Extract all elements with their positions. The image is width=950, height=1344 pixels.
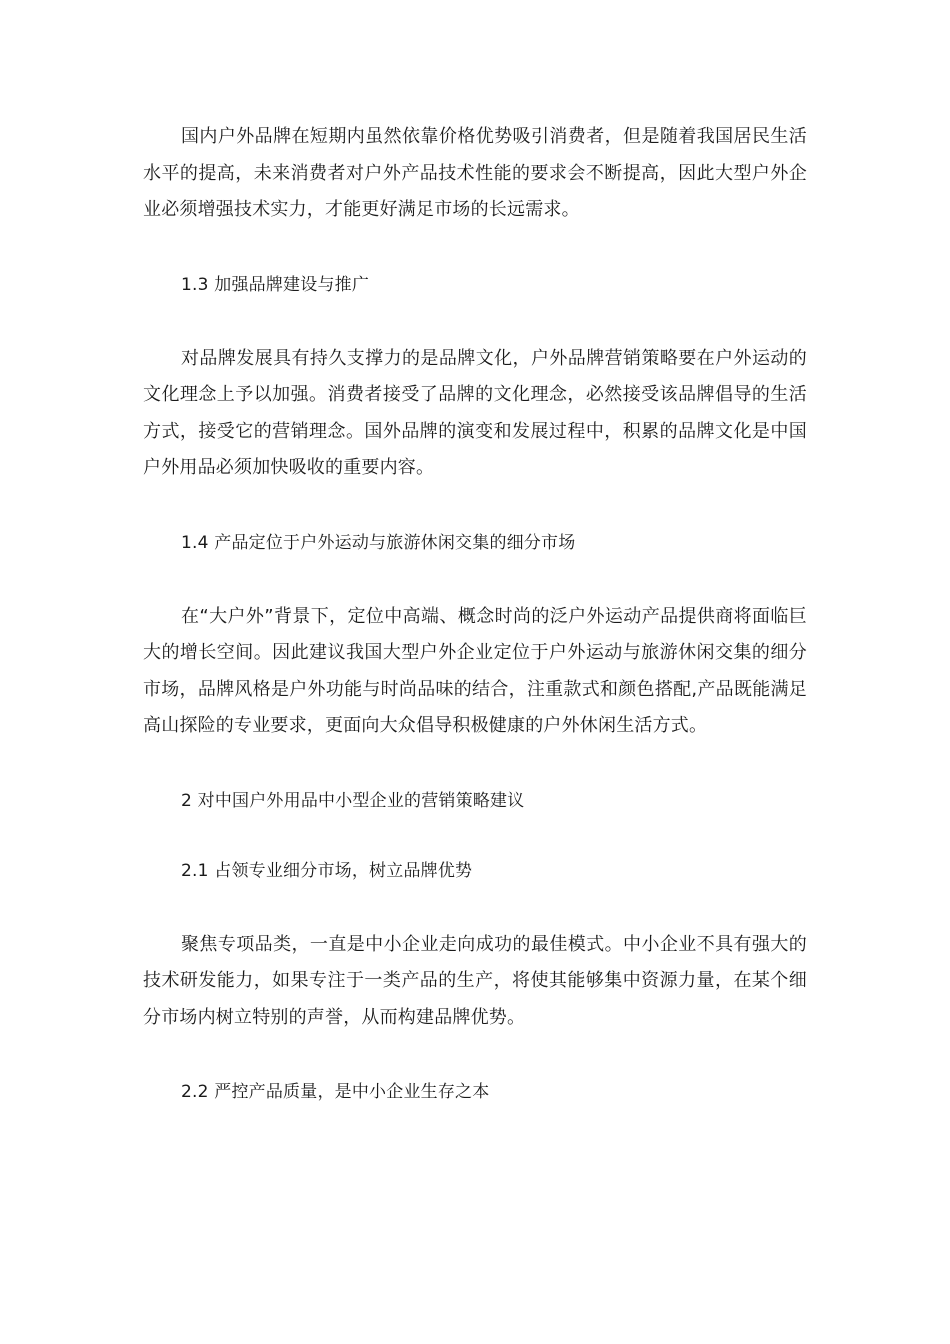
section-heading-1-4: 1.4 产品定位于户外运动与旅游休闲交集的细分市场 xyxy=(181,532,576,553)
section-heading-2-1: 2.1 占领专业细分市场，树立品牌优势 xyxy=(181,860,473,881)
spacer xyxy=(143,487,807,525)
document-body xyxy=(143,119,807,1110)
spacer xyxy=(143,561,807,599)
paragraph-market-positioning: 在“大户外”背景下，定位中高端、概念时尚的泛户外运动产品提供商将面临巨大的增长空间。因此建议我国大型户外企业定位于户外运动与旅游休闲交集的细分市场，品牌风格是户外功能与时尚品味的结合，注重款式和颜色搭配,产品既能满足高山探险的专业要求，更面向大众倡导积极健康的户外休闲生活方式。 xyxy=(143,605,807,736)
section-heading-2: 2 对中国户外用品中小型企业的营销策略建议 xyxy=(181,790,525,811)
spacer xyxy=(143,745,807,783)
spacer xyxy=(143,819,807,853)
paragraph-tech-strength: 国内户外品牌在短期内虽然依靠价格优势吸引消费者，但是随着我国居民生活水平的提高，未来消费者对户外产品技术性能的要求会不断提高，因此大型户外企业必须增强技术实力，才能更好满足市场的长远需求。 xyxy=(143,126,807,220)
spacer xyxy=(143,229,807,267)
paragraph-brand-culture: 对品牌发展具有持久支撑力的是品牌文化，户外品牌营销策略要在户外运动的文化理念上予以加强。消费者接受了品牌的文化理念，必然接受该品牌倡导的生活方式，接受它的营销理念。国外品牌的演变和发展过程中，积累的品牌文化是中国户外用品必须加快吸收的重要内容。 xyxy=(143,347,807,478)
paragraph-niche-focus: 聚焦专项品类，一直是中小企业走向成功的最佳模式。中小企业不具有强大的技术研发能力，如果专注于一类产品的生产，将使其能够集中资源力量，在某个细分市场内树立特别的声誉，从而构建品牌优势。 xyxy=(143,933,807,1028)
section-heading-1-3: 1.3 加强品牌建设与推广 xyxy=(181,274,370,295)
spacer xyxy=(143,303,807,341)
section-heading-2-2: 2.2 严控产品质量，是中小企业生存之本 xyxy=(181,1082,490,1102)
spacer xyxy=(143,1036,807,1074)
spacer xyxy=(143,889,807,927)
